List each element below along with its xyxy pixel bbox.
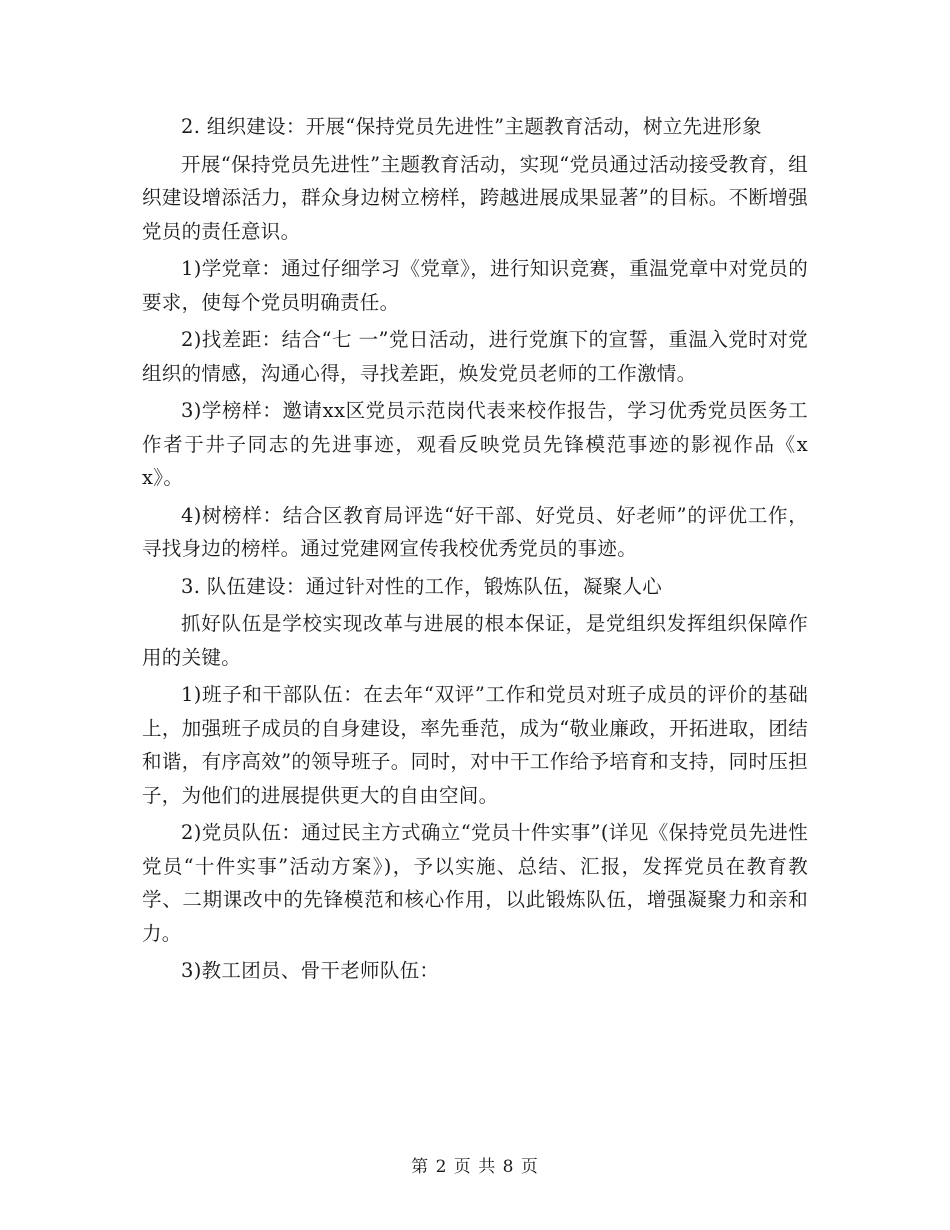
list-item-find-gaps: 2)找差距：结合“七 一”党日活动，进行党旗下的宣誓，重温入党时对党组织的情感，沟通心得，寻找差距，焕发党员老师的工作激情。	[142, 328, 808, 385]
list-item-learn-models: 3)学榜样：邀请xx区党员示范岗代表来校作报告，学习优秀党员医务工作者于井子同志的先进事迹，观看反映党员先锋模范事迹的影视作品《xx》。	[142, 399, 808, 489]
paragraph-team-importance: 抓好队伍是学校实现改革与进展的根本保证，是党组织发挥组织保障作用的关键。	[142, 612, 808, 669]
section-heading-organization: 2. 组织建设：开展“保持党员先进性”主题教育活动，树立先进形象	[181, 115, 762, 138]
paragraph-activity-goal: 开展“保持党员先进性”主题教育活动，实现“党员通过活动接受教育，组织建设增添活力，群众身边树立榜样，跨越进展成果显著”的目标。不断增强党员的责任意识。	[142, 152, 808, 243]
section-heading-team: 3. 队伍建设：通过针对性的工作，锻炼队伍，凝聚人心	[181, 574, 663, 598]
list-item-league-teachers: 3)教工团员、骨干老师队伍：	[181, 959, 440, 982]
document-body	[142, 110, 808, 992]
list-item-party-members: 2)党员队伍：通过民主方式确立“党员十件实事”(详见《保持党员先进性 党员“十件实事”活动方案》)，予以实施、总结、汇报，发挥党员在教育教学、二期课改中的先锋模范和核心作用，以此锻炼队伍，增强凝聚力和亲和力。	[142, 821, 808, 945]
page-number-footer: 第 2 页 共 8 页	[411, 1157, 539, 1177]
list-item-set-models: 4)树榜样：结合区教育局评选“好干部、好党员、好老师”的评优工作，寻找身边的榜样。通过党建网宣传我校优秀党员的事迹。	[142, 503, 808, 560]
list-item-leadership-team: 1)班子和干部队伍：在去年“双评”工作和党员对班子成员的评价的基础上，加强班子成员的自身建设，率先垂范，成为“敬业廉政，开拓进取，团结和谐，有序高效”的领导班子。同时，对中干工作给予培育和支持，同时压担子，为他们的进展提供更大的自由空间。	[142, 683, 808, 807]
list-item-study-charter: 1)学党章：通过仔细学习《党章》，进行知识竞赛，重温党章中对党员的要求，使每个党员明确责任。	[142, 257, 808, 314]
